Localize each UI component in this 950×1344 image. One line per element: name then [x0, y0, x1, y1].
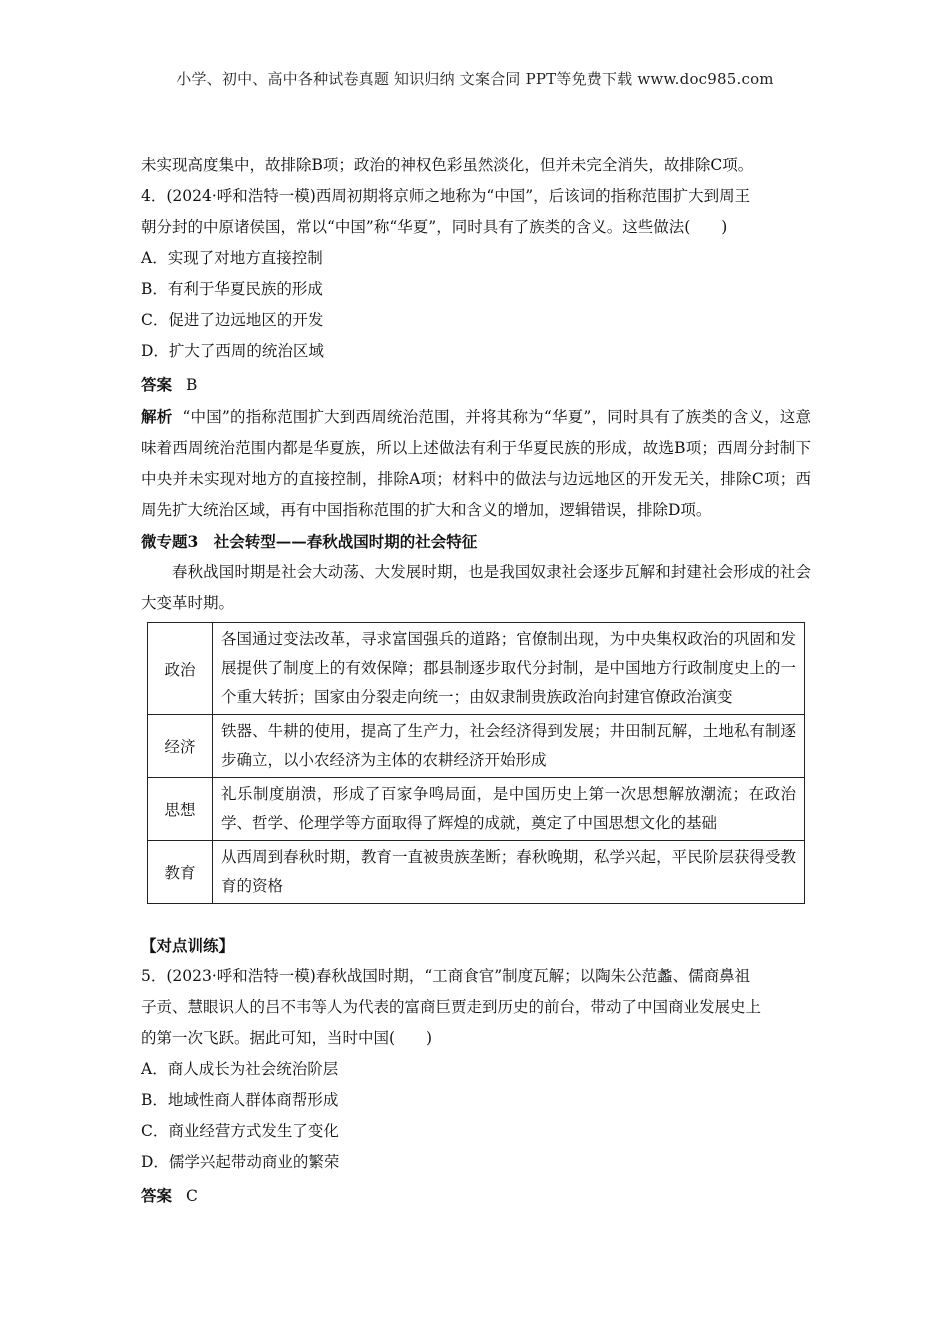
table-content: 从西周到春秋时期，教育一直被贵族垄断；春秋晚期，私学兴起，平民阶层获得受教育的资格: [213, 841, 805, 904]
table-category: 思想: [148, 778, 213, 841]
question-4-option-b: B．有利于华夏民族的形成: [141, 280, 323, 298]
previous-analysis-tail: 未实现高度集中，故排除B项；政治的神权色彩虽然淡化，但并未完全消失，故排除C项。: [141, 156, 754, 174]
table-row: [148, 778, 805, 841]
answer-value: B: [186, 376, 198, 394]
table-content: 铁器、牛耕的使用，提高了生产力，社会经济得到发展；井田制瓦解，土地私有制逐步确立，以小农经济为主体的农耕经济开始形成: [213, 715, 805, 778]
question-5-option-d: D．儒学兴起带动商业的繁荣: [141, 1153, 340, 1171]
question-5-option-c: C．商业经营方式发生了变化: [141, 1122, 339, 1140]
document-body: [141, 150, 811, 1212]
table-content: 各国通过变法改革，寻求富国强兵的道路；官僚制出现，为中央集权政治的巩固和发展提供了制度上的有效保障；郡县制逐步取代分封制，是中国地方行政制度史上的一个重大转折；国家由分裂走向统一；由奴隶制贵族政治向封建官僚政治演变: [213, 623, 805, 715]
table-row: [148, 623, 805, 715]
answer-label: 答案: [141, 375, 173, 394]
question-4-option-c: C．促进了边远地区的开发: [141, 311, 324, 329]
table-content: 礼乐制度崩溃，形成了百家争鸣局面，是中国历史上第一次思想解放潮流；在政治学、哲学、伦理学等方面取得了辉煌的成就，奠定了中国思想文化的基础: [213, 778, 805, 841]
question-5-stem-line1: 5．(2023·呼和浩特一模)春秋战国时期，“工商食官”制度瓦解；以陶朱公范蠡、儒商鼻祖: [141, 967, 751, 985]
question-5-answer: [141, 1180, 811, 1212]
question-5-option-a: A．商人成长为社会统治阶层: [141, 1060, 339, 1078]
analysis-label: 解析: [141, 407, 173, 426]
topic-3-title: 微专题3 社会转型——春秋战国时期的社会特征: [141, 532, 478, 551]
table-category: 政治: [148, 623, 213, 715]
question-4-stem-line1: 4．(2024·呼和浩特一模)西周初期将京师之地称为“中国”，后该词的指称范围扩大到周王: [141, 187, 751, 205]
question-4-option-d: D．扩大了西周的统治区域: [141, 342, 324, 360]
training-label: 【对点训练】: [141, 936, 235, 955]
table-row: [148, 715, 805, 778]
table-category: 教育: [148, 841, 213, 904]
question-4-answer: [141, 369, 811, 401]
page-header: 小学、初中、高中各种试卷真题 知识归纳 文案合同 PPT等免费下载 www.doc985.com: [176, 70, 774, 88]
table-category: 经济: [148, 715, 213, 778]
question-4-option-a: A．实现了对地方直接控制: [141, 249, 323, 267]
question-4-stem-line2: 朝分封的中原诸侯国，常以“中国”称“华夏”，同时具有了族类的含义。这些做法( ): [141, 218, 728, 236]
answer-value: C: [186, 1187, 198, 1205]
social-features-table: [147, 622, 805, 904]
topic-3-intro: 春秋战国时期是社会大动荡、大发展时期，也是我国奴隶社会逐步瓦解和封建社会形成的社会大变革时期。: [141, 563, 811, 612]
question-5: [141, 961, 811, 1212]
question-5-stem-line3: 的第一次飞跃。据此可知，当时中国( ): [141, 1029, 433, 1047]
question-5-stem-line2: 子贡、慧眼识人的吕不韦等人为代表的富商巨贾走到历史的前台，带动了中国商业发展史上: [141, 998, 762, 1016]
question-4-analysis: [141, 401, 811, 526]
question-5-option-b: B．地域性商人群体商帮形成: [141, 1091, 339, 1109]
question-4: [141, 181, 811, 526]
answer-label: 答案: [141, 1186, 173, 1205]
analysis-text: “中国”的指称范围扩大到西周统治范围，并将其称为“华夏”，同时具有了族类的含义，这意味着西周统治范围内都是华夏族，所以上述做法有利于华夏民族的形成，故选B项；西周分封制下中央并未实现对地方的直接控制，排除A项；材料中的做法与边远地区的开发无关，排除C项；西周先扩大统治区域，再有中国指称范围的扩大和含义的增加，逻辑错误，排除D项。: [141, 408, 811, 519]
table-row: [148, 841, 805, 904]
